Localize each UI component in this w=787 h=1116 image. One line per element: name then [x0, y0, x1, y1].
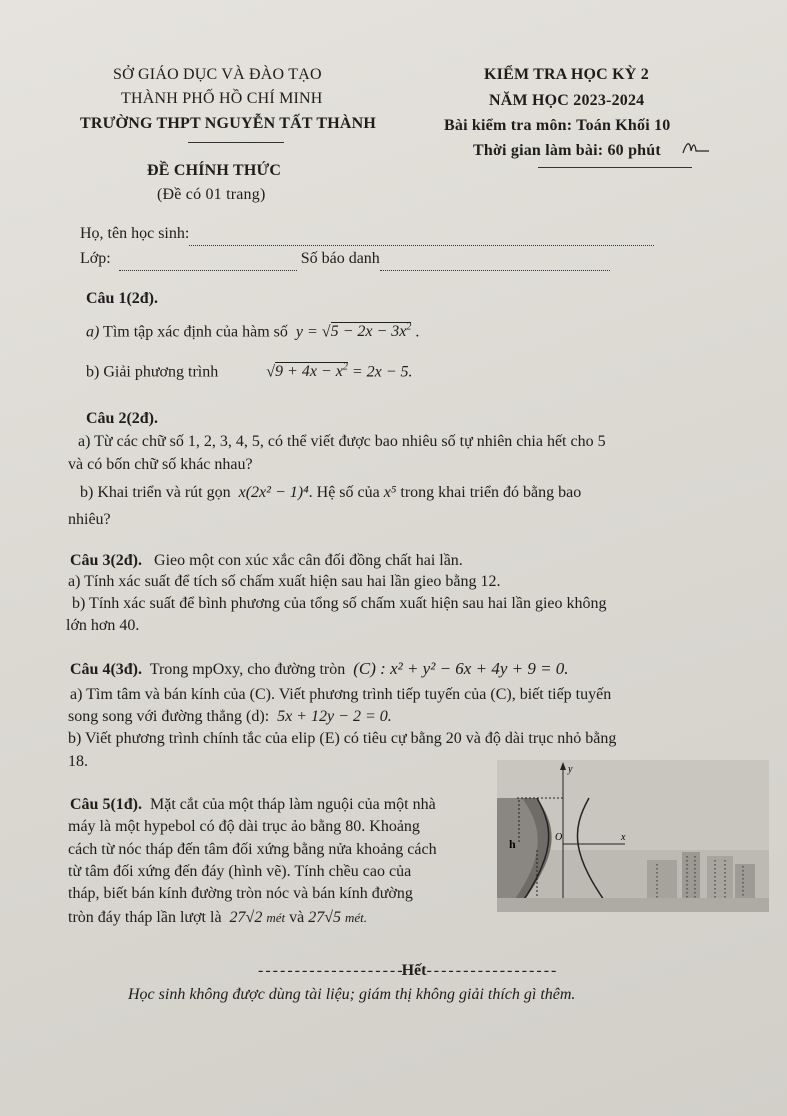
school-name: TRƯỜNG THPT NGUYỄN TẤT THÀNH	[80, 115, 377, 132]
q2-b-line1	[80, 481, 581, 505]
subject-line: Bài kiểm tra môn: Toán Khối 10	[444, 117, 671, 134]
q4-b-line2: 18.	[68, 753, 88, 770]
q5-and: và	[289, 909, 305, 926]
school-underline	[188, 142, 284, 143]
duration-line: Thời gian làm bài: 60 phút	[473, 142, 661, 159]
proctor-signature	[681, 139, 711, 162]
q5-line2: máy là một hypebol có độ dài trục ảo bằng 80. Khoảng	[68, 818, 420, 835]
q2-b-text3: trong khai triển đó bằng bao	[400, 484, 582, 501]
q2-b-expr: x(2x² − 1)⁴	[238, 484, 309, 501]
axis-x-label: x	[621, 832, 626, 843]
cooling-tower-figure	[497, 760, 769, 912]
q1-a-text: Tìm tập xác định của hàm số	[103, 323, 288, 341]
signature-mark	[681, 139, 711, 157]
q1-b-radicand: $9 + 4x - x^2$	[275, 362, 348, 381]
q3-title: Câu 3(2đ).	[70, 552, 143, 569]
q5-line5: tháp, biết bán kính đường tròn nóc và bán kính đường	[68, 885, 413, 902]
end-dashes-left: - - - - - - - - - - - - - - - - - - - -	[258, 962, 402, 979]
q1-part-a: a) Tìm tập xác định của hàm số $y = √5 - 2x - 3x^2$ .	[86, 322, 420, 341]
student-class-row	[80, 247, 610, 271]
q2-b-text1: b) Khai triển và rút gọn	[80, 484, 231, 501]
q3-b-line2: lớn hơn 40.	[66, 617, 140, 634]
origin-label: O	[555, 832, 563, 843]
end-marker	[258, 959, 555, 983]
q4-a-line2-text: song song với đường thẳng (d):	[68, 708, 270, 725]
q3-b-line1: b) Tính xác suất để bình phương của tổng số chấm xuất hiện sau hai lần gieo không	[72, 595, 607, 612]
exam-title: KIỂM TRA HỌC KỲ 2	[484, 66, 649, 83]
department-name: SỞ GIÁO DỤC VÀ ĐÀO TẠO	[113, 66, 322, 83]
q1-a-radicand: $5 - 2x - 3x^2$	[330, 322, 412, 341]
q4-circle-eq: (C) : x² + y² − 6x + 4y + 9 = 0.	[353, 659, 569, 678]
sqrt-icon: √	[321, 323, 331, 341]
q1-b-prefix: b)	[86, 363, 100, 381]
height-label: h	[509, 837, 516, 851]
q4-intro-row	[70, 657, 569, 682]
footer-note: Học sinh không được dùng tài liệu; giám thị không giải thích gì thêm.	[128, 986, 576, 1003]
student-id-blank[interactable]	[380, 256, 610, 271]
q4-intro: Trong mpOxy, cho đường tròn	[149, 661, 346, 678]
q1-b-text: Giải phương trình	[103, 363, 219, 381]
q4-a-line2	[68, 705, 392, 729]
q2-a-line1: a) Từ các chữ số 1, 2, 3, 4, 5, có thể viết được bao nhiêu số tự nhiên chia hết cho 5	[78, 433, 606, 450]
q5-l6-text: tròn đáy tháp lần lượt là	[68, 909, 222, 926]
end-dashes-right: - - - - - - - - - - - - - - - - - -	[426, 962, 556, 979]
q2-b-power: x⁵	[383, 484, 397, 501]
q5-bottom-radius: 27√5	[308, 909, 341, 926]
q4-title: Câu 4(3đ).	[70, 661, 143, 678]
q3-part-a: a) Tính xác suất để tích số chấm xuất hiện sau hai lần gieo bằng 12.	[68, 573, 501, 590]
q1-part-b	[86, 356, 413, 384]
city-name: THÀNH PHỐ HỒ CHÍ MINH	[121, 90, 323, 107]
q5-line6	[68, 906, 367, 930]
q1-title: Câu 1(2đ).	[86, 290, 159, 307]
student-id-label: Số báo danh	[300, 250, 380, 267]
axis-y-label: y	[568, 764, 573, 775]
student-name-row	[80, 222, 654, 246]
student-name-blank[interactable]	[189, 231, 654, 246]
q5-unit1: mét	[266, 910, 286, 925]
q5-l1: Mặt cắt của một tháp làm nguội của một nhà	[150, 796, 436, 813]
school-year: NĂM HỌC 2023-2024	[489, 92, 645, 109]
q5-title: Câu 5(1đ).	[70, 796, 143, 813]
q2-b-text2: . Hệ số của	[308, 484, 380, 501]
q1-b-rhs: = 2x − 5.	[351, 363, 413, 381]
class-blank[interactable]	[119, 256, 297, 271]
class-label: Lớp:	[80, 250, 111, 267]
q5-line3: cách từ nóc tháp đến tâm đối xứng bằng nửa khoảng cách	[68, 841, 437, 858]
q4-line-eq: 5x + 12y − 2 = 0.	[277, 708, 392, 725]
q5-line1	[70, 793, 436, 817]
q5-top-radius: 27√2	[229, 909, 263, 926]
q2-b-line2: nhiêu?	[68, 511, 111, 528]
q2-a-line2: và có bốn chữ số khác nhau?	[68, 456, 253, 473]
official-label: ĐỀ CHÍNH THỨC	[147, 162, 282, 179]
q5-line4: từ tâm đối xứng đến đáy (hình vẽ). Tính chều cao của	[68, 863, 412, 880]
end-label: Hết	[401, 962, 427, 979]
q4-b-line1: b) Viết phương trình chính tắc của elip (E) có tiêu cự bằng 20 và độ dài trục nhỏ bằng	[68, 730, 617, 747]
duration-underline	[538, 167, 692, 168]
q1-a-prefix: a)	[86, 323, 100, 341]
q4-a-line1: a) Tìm tâm và bán kính của (C). Viết phương trình tiếp tuyến của (C), biết tiếp tuyến	[70, 686, 612, 703]
sqrt-icon: √	[266, 363, 276, 381]
q5-unit2: mét.	[345, 910, 368, 925]
q3-intro: Gieo một con xúc xắc cân đối đồng chất hai lần.	[154, 552, 463, 569]
q1-a-lhs: y =	[295, 323, 322, 341]
page-count: (Đề có 01 trang)	[157, 186, 266, 203]
student-name-label: Họ, tên học sinh:	[80, 225, 190, 242]
q2-title: Câu 2(2đ).	[86, 410, 159, 427]
